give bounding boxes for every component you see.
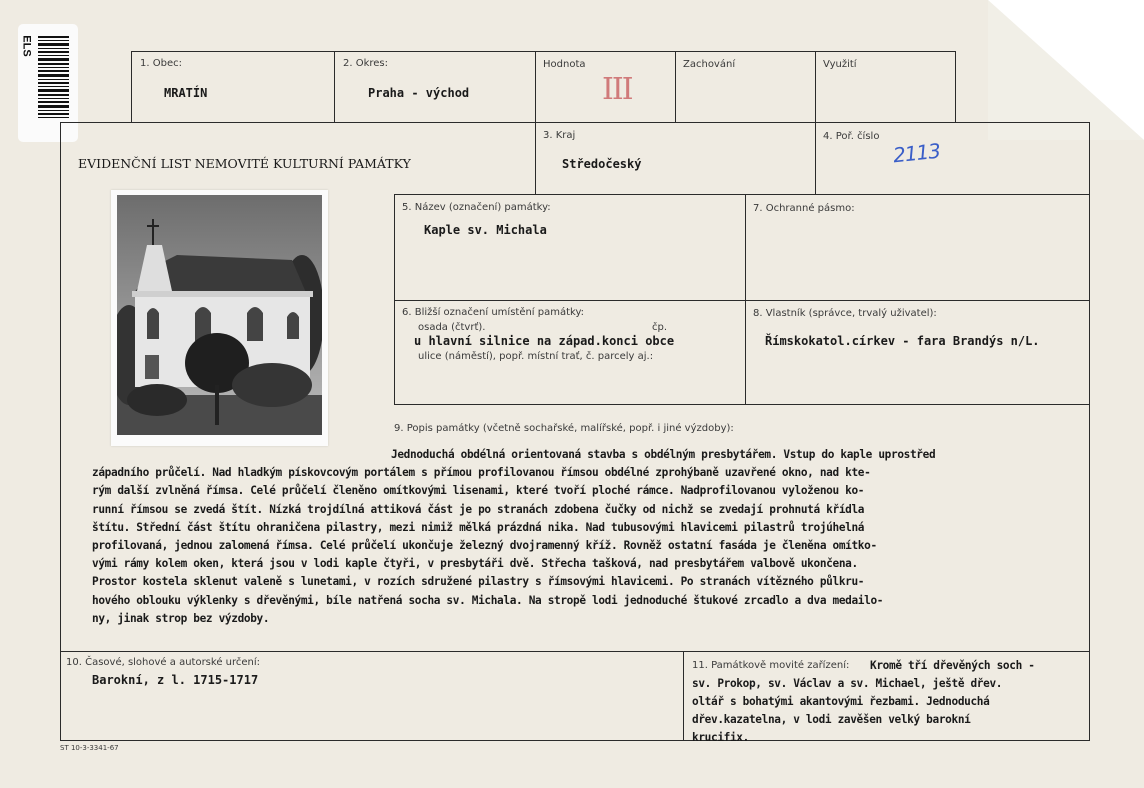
grid-line xyxy=(60,122,1090,123)
movite-line: dřev.kazatelna, v lodi zavěšen velký barokní xyxy=(692,713,971,726)
cp-label: čp. xyxy=(652,322,668,333)
popis-text xyxy=(92,446,1077,628)
kraj-label: 3. Kraj xyxy=(543,130,576,141)
grid-line xyxy=(60,122,61,740)
folded-corner xyxy=(988,0,1144,140)
ochranne-pasmo-label: 7. Ochranné pásmo: xyxy=(753,203,855,214)
grid-line xyxy=(60,651,1090,652)
popis-line: Prostor kostela sklenut valeně s lunetami, v rozích sdružené pilastry s římsovými hlavicemi. Po stranách vítězného půlkru- xyxy=(92,575,865,589)
popis-line: ny, jinak strop bez výzdoby. xyxy=(92,611,270,625)
grid-line xyxy=(1089,122,1090,740)
por-cislo-label: 4. Poř. číslo xyxy=(823,131,880,142)
zachovani-label: Zachování xyxy=(683,59,736,70)
popis-line: runní římsou se zvedá štít. Nízká trojdílná attiková část je po stranách zdobena čučky od nichž se zvedají prohnutá křídla xyxy=(92,502,865,516)
form-title: EVIDENČNÍ LIST NEMOVITÉ KULTURNÍ PAMÁTKY xyxy=(78,156,411,171)
grid-line xyxy=(675,51,676,122)
grid-line xyxy=(394,194,535,195)
nazev-value: Kaple sv. Michala xyxy=(424,223,547,237)
chapel-image xyxy=(117,195,322,435)
grid-line xyxy=(131,51,955,52)
vlastnik-label: 8. Vlastník (správce, trvalý uživatel): xyxy=(753,308,937,319)
grid-line xyxy=(394,300,1090,301)
barcode-label: ELS xyxy=(20,35,33,57)
por-cislo-value: 2113 xyxy=(891,138,942,168)
obec-label: 1. Obec: xyxy=(140,58,182,69)
vlastnik-value: Římskokatol.církev - fara Brandýs n/L. xyxy=(765,334,1040,348)
hodnota-label: Hodnota xyxy=(543,59,586,70)
casove-value: Barokní, z l. 1715-1717 xyxy=(92,673,259,687)
obec-value: MRATÍN xyxy=(164,86,208,100)
casove-label: 10. Časové, slohové a autorské určení: xyxy=(66,657,261,668)
grid-line xyxy=(334,51,335,122)
movite-line: Kromě tří dřevěných soch - xyxy=(870,659,1035,672)
osada-label: osada (čtvrť). xyxy=(418,322,486,333)
popis-line: vými rámy kolem oken, která jsou v lodi kaple čtyři, v presbytáři dvě. Střecha tašková, nad presbytářem valbově ukončena. xyxy=(92,557,858,571)
barcode-sticker xyxy=(18,24,78,142)
vyuziti-label: Využití xyxy=(823,59,857,70)
grid-line xyxy=(955,51,956,122)
nazev-label: 5. Název (označení) památky: xyxy=(402,202,551,213)
footer-code: ST 10-3-3341-67 xyxy=(60,744,119,752)
grid-line xyxy=(394,404,1090,405)
popis-line: rým další zvlněná římsa. Celé průčelí členěno omítkovými lisenami, které tvoří ploché rámce. Nadprofilovanou vyloženou ko- xyxy=(92,484,865,498)
movite-line: oltář s bohatými akantovými řezbami. Jednoduchá xyxy=(692,695,990,708)
kraj-value: Středočeský xyxy=(562,157,642,171)
okres-value: Praha - východ xyxy=(368,86,470,100)
popis-line: profilovaná, jednou zalomená římsa. Celé průčelí ukončuje železný dvojramenný kříž. Rovněž ostatní fasáda je členěna omítko- xyxy=(92,539,877,553)
grid-line xyxy=(131,51,132,122)
hodnota-stamp: III xyxy=(602,72,632,107)
popis-line: hového oblouku výklenky s dřevěnými, bíle natřená socha sv. Michala. Na stropě lodi jednoduché štukové zrcadlo a dva medailo- xyxy=(92,593,884,607)
popis-line: štítu. Střední část štítu ohraničena pilastry, mezi nimiž mělká prázdná nika. Nad tubusovými hlavicemi pilastrů trojúhelná xyxy=(92,520,865,534)
grid-line xyxy=(683,651,684,740)
popis-line: západního průčelí. Nad hladkým pískovcovým portálem s přímou profilovanou římsou obdélné zprohýbaně uzavřené okno, nad kte- xyxy=(92,466,871,480)
movite-line: krucifix. xyxy=(692,731,749,744)
grid-line xyxy=(394,194,395,404)
umisteni-label: 6. Bližší označení umístění památky: xyxy=(402,307,585,318)
grid-line xyxy=(745,194,746,404)
popis-label: 9. Popis památky (včetně sochařské, malířské, popř. i jiné výzdoby): xyxy=(394,423,734,434)
okres-label: 2. Okres: xyxy=(343,58,389,69)
grid-line xyxy=(535,194,1090,195)
movite-label: 11. Památkově movité zařízení: xyxy=(692,660,850,671)
movite-line: sv. Prokop, sv. Václav a sv. Michael, ještě dřev. xyxy=(692,677,1003,690)
popis-line: Jednoduchá obdélná orientovaná stavba s obdélným presbytářem. Vstup do kaple uprostřed xyxy=(391,448,936,461)
ulice-label: ulice (náměstí), popř. místní trať, č. parcely aj.: xyxy=(418,351,654,362)
umisteni-value: u hlavní silnice na západ.konci obce xyxy=(414,334,675,348)
monument-photo xyxy=(111,190,328,446)
movite-text xyxy=(692,657,1087,747)
